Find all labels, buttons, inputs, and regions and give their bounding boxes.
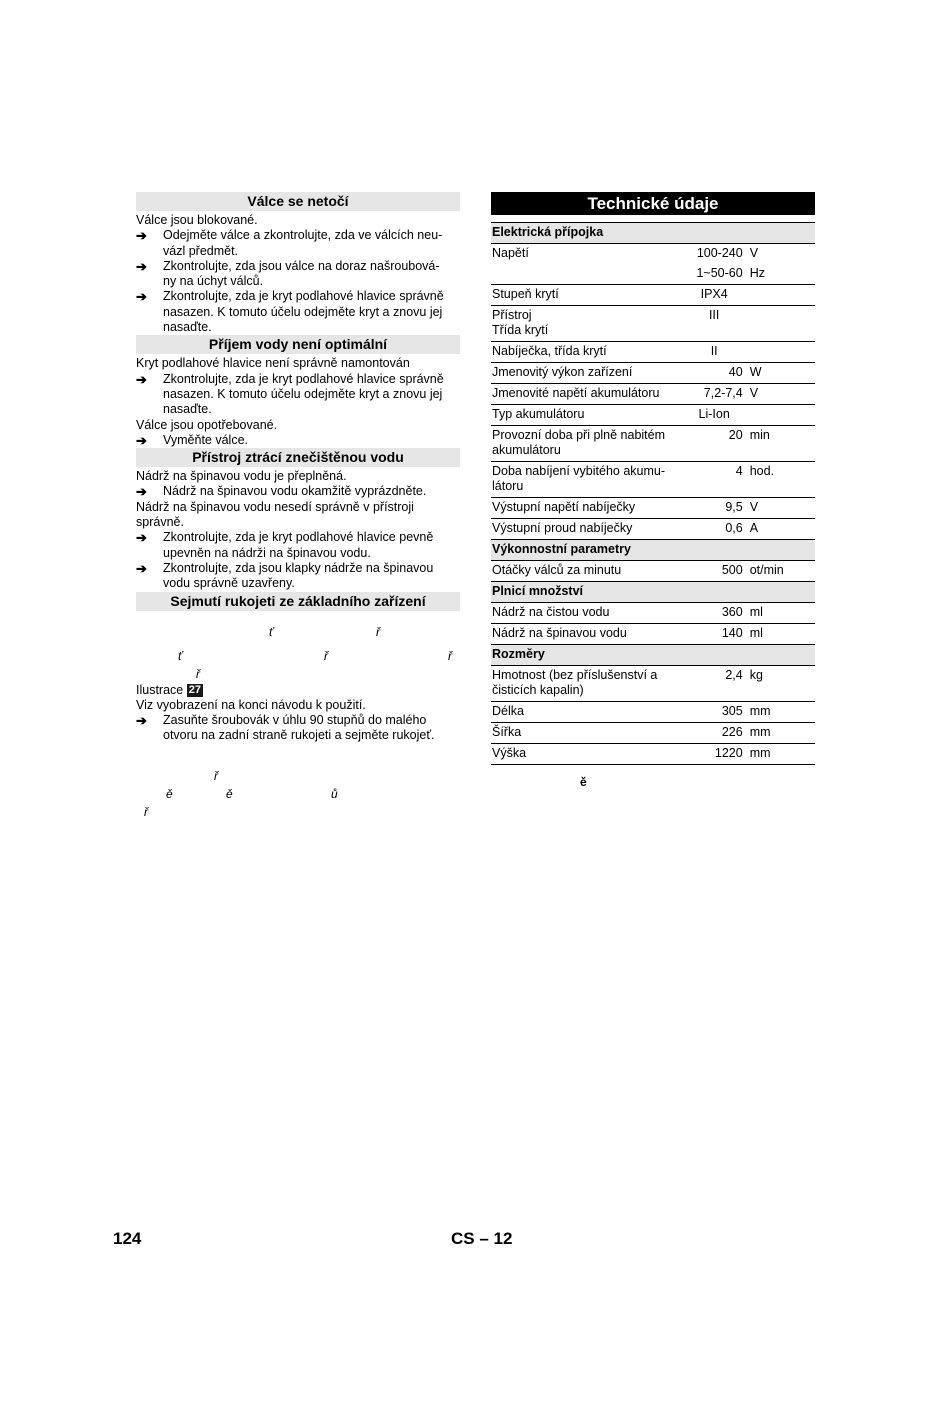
spec-value: Výkonnostní parametry (491, 540, 815, 561)
spec-label: Nabíječka, třída krytí (491, 342, 682, 363)
table-row (491, 666, 815, 702)
text-fragment-row: ť ř ř (178, 648, 452, 663)
cause-text: Nádrž na špinavou vodu je přeplněná. (136, 469, 347, 484)
note-text: Viz vyobrazení na konci návodu k použití. (136, 697, 366, 712)
table-row (491, 498, 815, 519)
remedy-item: ➔ Vyměňte válce. (136, 432, 248, 448)
spec-value: 305 (682, 702, 748, 723)
arrow-icon: ➔ (136, 713, 147, 729)
spec-value: Plnicí množství (491, 582, 815, 603)
arrow-icon: ➔ (136, 228, 147, 244)
remedy-item: ➔ Zkontrolujte, zda jsou válce na doraz našroubová- ny na úchyt válců. (136, 258, 440, 289)
table-row (491, 285, 815, 306)
text-fragment-row: ř (144, 804, 148, 819)
spec-unit: ml (749, 603, 815, 624)
table-row (491, 519, 815, 540)
spec-unit: V (749, 246, 759, 260)
remedy-item: ➔ Zkontrolujte, zda je kryt podlahové hlavice správně nasazen. K tomuto účelu odejměte kryt a znovu jej nasaďte. (136, 289, 444, 335)
table-row (491, 624, 815, 645)
table-row (491, 702, 815, 723)
table-category-row (491, 223, 815, 244)
spec-label: Typ akumulátoru (491, 405, 682, 426)
spec-unit: A (749, 519, 815, 540)
spec-unit: mm (749, 702, 815, 723)
spec-label: Přístroj Třída krytí (491, 306, 682, 342)
table-row (491, 723, 815, 744)
arrow-icon: ➔ (136, 371, 147, 387)
spec-label: Doba nabíjení vybitého akumu- látoru (491, 462, 682, 498)
spec-value: Li-Ion (682, 405, 815, 426)
spec-value: 360 (682, 603, 748, 624)
spec-label: Otáčky válců za minutu (491, 561, 682, 582)
technical-data-heading: Technické údaje (491, 192, 815, 215)
arrow-icon: ➔ (136, 258, 147, 274)
spec-unit: mm (749, 744, 815, 765)
spec-value: 2,4 (682, 666, 748, 702)
arrow-icon: ➔ (136, 560, 147, 576)
text-fragment-row: ř (214, 768, 218, 783)
left-column (136, 192, 460, 823)
spec-unit: kg (749, 666, 815, 702)
table-row (491, 603, 815, 624)
spec-label: Jmenovité napětí akumulátoru (491, 384, 682, 405)
spec-value: 0,6 (682, 519, 748, 540)
spec-label: Šířka (491, 723, 682, 744)
remedy-item: ➔ Odejměte válce a zkontrolujte, zda ve válcích neu- vázl předmět. (136, 228, 443, 258)
spec-value: 140 (682, 624, 748, 645)
spec-label: Výstupní proud nabíječky (491, 519, 682, 540)
spec-unit: Hz (749, 264, 815, 285)
text-fragment-row: ť ř (269, 624, 380, 639)
figure-number-badge: 27 (188, 683, 201, 696)
spec-value: 100-240 (696, 246, 743, 260)
spec-label: Hmotnost (bez příslušenství a čisticích kapalin) (491, 666, 682, 702)
spec-unit: mm (749, 723, 815, 744)
page-code: CS – 12 (451, 1229, 513, 1248)
spec-value: II (682, 342, 815, 363)
section-heading-dirty-water: Přístroj ztrácí znečištěnou vodu (136, 448, 460, 467)
spec-value: Rozměry (491, 645, 815, 666)
table-row (491, 405, 815, 426)
table-row (491, 363, 815, 384)
table-row (491, 744, 815, 765)
spec-value: 20 (682, 426, 748, 462)
spec-label: Stupeň krytí (491, 285, 682, 306)
arrow-icon: ➔ (136, 432, 147, 448)
spec-value: 1~50-60 (682, 264, 748, 285)
spec-value: IPX4 (682, 285, 815, 306)
spec-value: 226 (682, 723, 748, 744)
spec-unit: min (749, 426, 815, 462)
text-fragment-row: ř (196, 666, 200, 681)
spec-label: Jmenovitý výkon zařízení (491, 363, 682, 384)
section-heading-handle-removal: Sejmutí rukojeti ze základního zařízení (136, 592, 460, 611)
remedy-item: ➔ Nádrž na špinavou vodu okamžitě vyprázdněte. (136, 484, 427, 500)
spec-value: III (682, 306, 815, 342)
spec-value: 40 (682, 363, 748, 384)
section-heading-water-intake: Příjem vody není optimální (136, 335, 460, 354)
arrow-icon: ➔ (136, 289, 147, 305)
text-fragment-row: ě ě ů (166, 786, 338, 801)
spec-value: 1220 (682, 744, 748, 765)
table-row (491, 462, 815, 498)
spec-label: Nádrž na špinavou vodu (491, 624, 682, 645)
spec-unit: V (749, 384, 815, 405)
remedy-item: ➔ Zasuňte šroubovák v úhlu 90 stupňů do malého otvoru na zadní straně rukojeti a sejměte rukojeť. (136, 713, 435, 743)
cause-text: Kryt podlahové hlavice není správně namontován (136, 356, 410, 371)
table-row (491, 244, 815, 265)
spec-label: Provozní doba při plně nabitém akumulátoru (491, 426, 682, 462)
table-row (491, 264, 815, 285)
arrow-icon: ➔ (136, 530, 147, 546)
table-category-row (491, 645, 815, 666)
spec-value: 7,2-7,4 (682, 384, 748, 405)
spec-label: Nádrž na čistou vodu (491, 603, 682, 624)
arrow-icon: ➔ (136, 484, 147, 500)
right-column (491, 192, 815, 793)
remedy-item: ➔ Zkontrolujte, zda jsou klapky nádrže na špinavou vodu správně uzavřeny. (136, 560, 434, 591)
table-row (491, 426, 815, 462)
spec-value: 4 (682, 462, 748, 498)
spec-label (491, 264, 682, 285)
table-category-row (491, 540, 815, 561)
specification-table (491, 222, 815, 765)
spec-value: 500 (682, 561, 748, 582)
cause-text: Válce jsou opotřebované. (136, 417, 278, 432)
table-row (491, 306, 815, 342)
page-number: 124 (113, 1229, 142, 1248)
text-fragment-row: ě (580, 775, 587, 789)
section-heading-rollers: Válce se netočí (136, 192, 460, 211)
spec-label: Napětí (492, 246, 529, 260)
remedy-item: ➔ Zkontrolujte, zda je kryt podlahové hlavice pevně upevněn na nádrži na špinavou vodu. (136, 530, 434, 560)
spec-unit: hod. (749, 462, 815, 498)
spec-unit: ot/min (749, 561, 815, 582)
spec-label: Délka (491, 702, 682, 723)
spec-unit: V (749, 498, 815, 519)
cause-text: Nádrž na špinavou vodu nesedí správně v přístroji správně. (136, 499, 414, 530)
spec-label: Výška (491, 744, 682, 765)
spec-unit: W (749, 363, 815, 384)
table-row (491, 342, 815, 363)
cause-text: Válce jsou blokované. (136, 213, 258, 227)
table-row (491, 561, 815, 582)
figure-reference: Ilustrace 27 (136, 682, 201, 697)
spec-value: Elektrická přípojka (491, 223, 815, 244)
remedy-item: ➔ Zkontrolujte, zda je kryt podlahové hlavice správně nasazen. K tomuto účelu odejměte kryt a znovu jej nasaďte. (136, 371, 444, 417)
table-row (491, 384, 815, 405)
spec-value: 9,5 (682, 498, 748, 519)
spec-label: Výstupní napětí nabíječky (491, 498, 682, 519)
table-category-row (491, 582, 815, 603)
spec-unit: ml (749, 624, 815, 645)
